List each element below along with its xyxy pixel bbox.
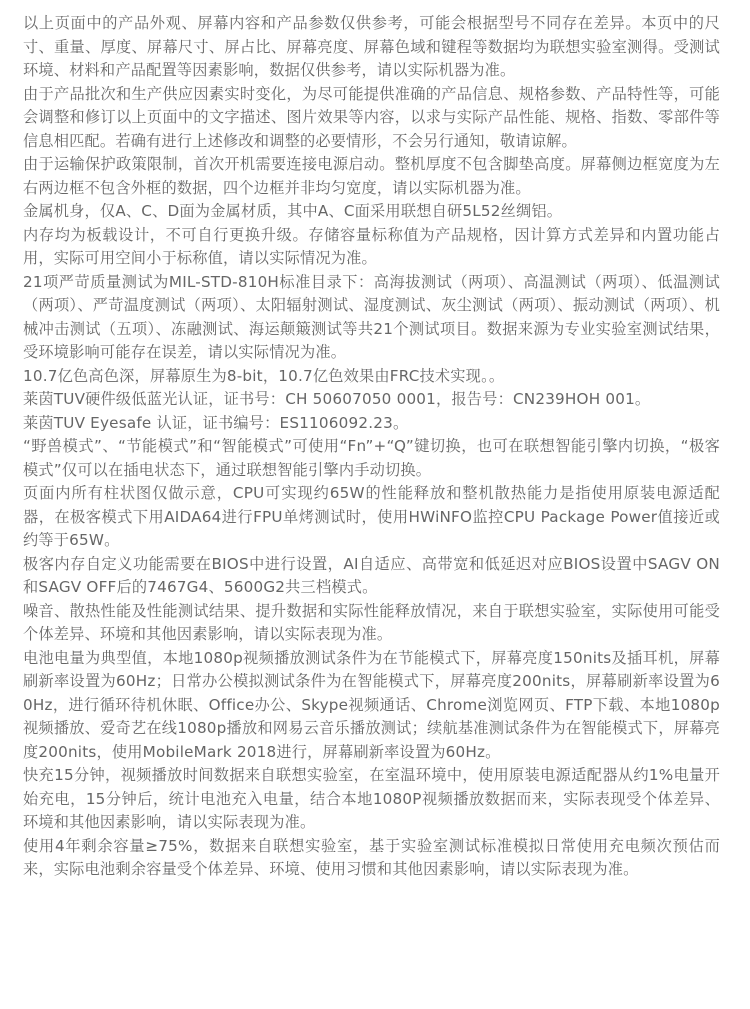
note-metal-body: 金属机身，仅A、C、D面为金属材质，其中A、C面采用联想自研5L52丝绸铝。 (23, 202, 563, 220)
note-performance-modes: “野兽模式”、“节能模式”和“智能模式”可使用“Fn”+“Q”键切换，也可在联想智能引擎内切换，“极客模式”仅可以在插电状态下，通过联想智能引擎内手动切换。 (23, 437, 720, 479)
note-memory-custom: 极客内存自定义功能需要在BIOS中进行设置，AI自适应、高带宽和低延迟对应BIOS设置中SAGV ON和SAGV OFF后的7467G4、5600G2共三档模式。 (23, 554, 720, 596)
note-battery-capacity: 使用4年剩余容量≥75%，数据来自联想实验室，基于实验室测试标准模拟日常使用充电频次预估而来，实际电池剩余容量受个体差异、环境、使用习惯和其他因素影响，请以实际表现为准。 (23, 836, 720, 878)
note-battery-tests: 电池电量为典型值，本地1080p视频播放测试条件为在节能模式下，屏幕亮度150nits及插耳机，屏幕刷新率设置为60Hz；日常办公模拟测试条件为在智能模式下，屏幕亮度200nits，屏幕刷新率设置为60Hz，进行循环待机休眠、Office办公、Skype视频通话、Chrome浏览网页、FTP下载、本地1080p视频播放、爱奇艺在线1080p播放和网易云音乐播放测试；续航基准测试条件为在智能模式下，屏幕亮度200nits，使用MobileMark 2018进行，屏幕刷新率设置为60Hz。 (23, 648, 720, 761)
note-first-boot-thickness: 由于运输保护政策限制，首次开机需要连接电源启动。整机厚度不包含脚垫高度。屏幕侧边框宽度为左右两边框不包含外框的数据，四个边框并非均匀宽度，请以实际机器为准。 (23, 155, 720, 197)
note-mil-std-tests: 21项严苛质量测试为MIL-STD-810H标准目录下：高海拔测试（两项）、高温测试（两项）、低温测试（两项）、严苛温度测试（两项）、太阳辐射测试、湿度测试、灰尘测试（两项）、振动测试（两项）、机械冲击测试（五项）、冻融测试、海运颠簸测试等共21个测试项目。数据来源为专业实验室测试结果，受环境影响可能存在误差，请以实际情况为准。 (23, 272, 720, 361)
note-content-revision: 由于产品批次和生产供应因素实时变化，为尽可能提供准确的产品信息、规格参数、产品特性等，可能会调整和修订以上页面中的文字描述、图片效果等内容，以求与实际产品性能、规格、指数、零部件等信息相匹配。若确有进行上述修改和调整的必要情形，不会另行通知，敬请谅解。 (23, 84, 720, 150)
note-appearance-parameters: 以上页面中的产品外观、屏幕内容和产品参数仅供参考，可能会根据型号不同存在差异。本页中的尺寸、重量、厚度、屏幕尺寸、屏占比、屏幕亮度、屏幕色域和键程等数据均为联想实验室测得。受测试环境、材料和产品配置等因素影响，数据仅供参考，请以实际机器为准。 (23, 14, 720, 79)
note-tuv-eyesafe: 莱茵TUV Eyesafe 认证，证书编号：ES1106092.23。 (23, 413, 409, 432)
note-cpu-power: 页面内所有柱状图仅做示意，CPU可实现约65W的性能释放和整机散热能力是指使用原装电源适配器，在极客模式下用AIDA64进行FPU单烤测试时，使用HWiNFO监控CPU Package Power值接近或约等于65W。 (23, 484, 720, 549)
note-color-depth: 10.7亿色高色深，屏幕原生为8-bit，10.7亿色效果由FRC技术实现。。 (23, 366, 505, 385)
note-memory-storage: 内存均为板载设计，不可自行更换升级。存储容量标称值为产品规格，因计算方式差异和内置功能占用，实际可用空间小于标称值，请以实际情况为准。 (23, 225, 720, 267)
note-tuv-low-blue-light: 莱茵TUV硬件级低蓝光认证，证书号：CH 50607050 0001，报告号：CN239HOH 001。 (23, 390, 651, 408)
note-fast-charge: 快充15分钟，视频播放时间数据来自联想实验室，在室温环境中，使用原装电源适配器从约1%电量开始充电，15分钟后，统计电池充入电量，结合本地1080P视频播放数据而来，实际表现受个体差异、环境和其他因素影响，请以实际表现为准。 (23, 766, 720, 831)
note-noise-thermal: 噪音、散热性能及性能测试结果、提升数据和实际性能释放情况，来自于联想实验室，实际使用可能受个体差异、环境和其他因素影响，请以实际表现为准。 (23, 601, 720, 643)
